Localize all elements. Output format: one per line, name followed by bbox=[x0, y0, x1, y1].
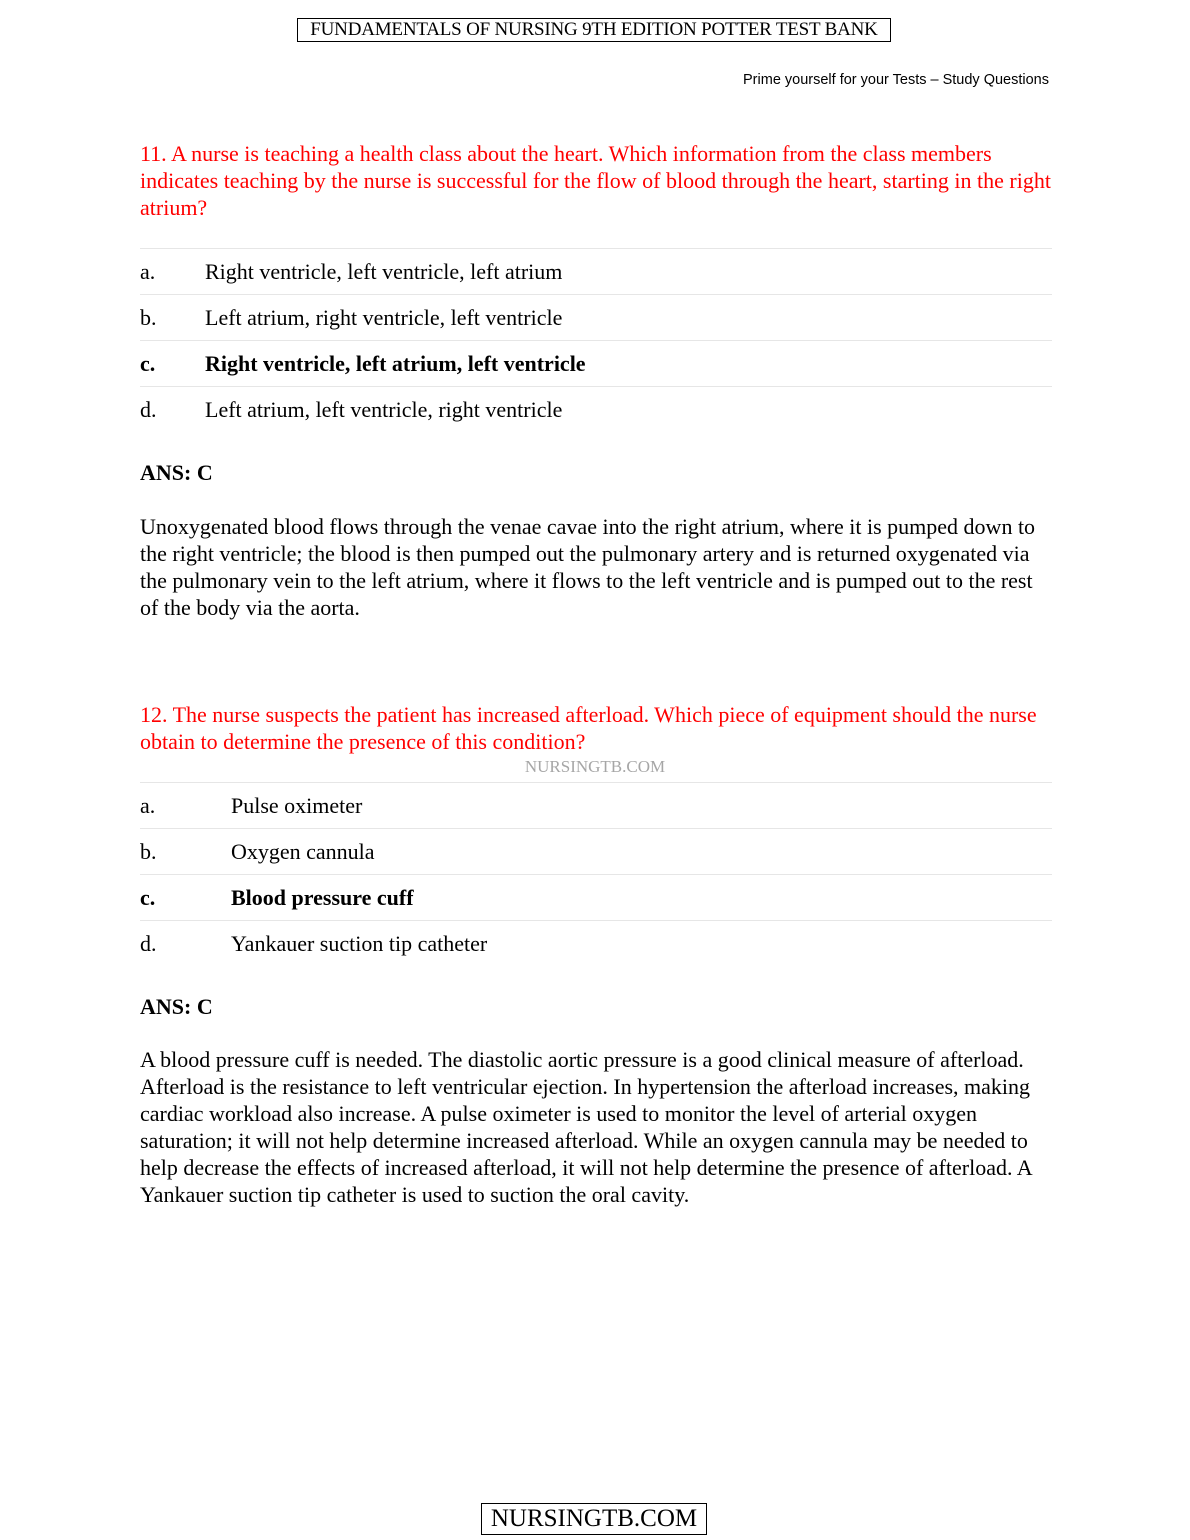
option-letter: c. bbox=[140, 350, 156, 376]
option-letter: d. bbox=[140, 396, 157, 422]
watermark: NURSINGTB.COM bbox=[524, 757, 666, 776]
option-text: Right ventricle, left atrium, left ventricle bbox=[205, 350, 586, 376]
answer-label: ANS: C bbox=[140, 994, 213, 1019]
option-text: Oxygen cannula bbox=[231, 838, 375, 864]
tagline: Prime yourself for your Tests – Study Questions bbox=[743, 72, 1049, 88]
option-letter: a. bbox=[140, 792, 156, 818]
option-row-correct bbox=[140, 874, 1052, 920]
option-letter: a. bbox=[140, 258, 156, 284]
option-letter: d. bbox=[140, 930, 157, 956]
option-row bbox=[140, 386, 1052, 432]
option-letter: b. bbox=[140, 304, 157, 330]
options-list bbox=[140, 248, 1052, 432]
option-row bbox=[140, 294, 1052, 340]
question-stem: 12. The nurse suspects the patient has increased afterload. Which piece of equipment should the nurse obtain to determine the presence of this condition? bbox=[140, 702, 1037, 754]
option-letter: c. bbox=[140, 884, 156, 910]
option-text: Left atrium, left ventricle, right ventricle bbox=[205, 396, 563, 422]
option-text: Right ventricle, left ventricle, left atrium bbox=[205, 258, 563, 284]
rationale-text: Unoxygenated blood flows through the venae cavae into the right atrium, where it is pumped down to the right ventricle; the blood is then pumped out the pulmonary artery and is returned oxygenated via the pulmonary vein to the left atrium, where it flows to the left ventricle and is pumped out to the rest of the body via the aorta. bbox=[140, 514, 1036, 620]
document-title-box: FUNDAMENTALS OF NURSING 9TH EDITION POTTER TEST BANK bbox=[297, 18, 891, 42]
option-row bbox=[140, 828, 1052, 874]
option-text: Pulse oximeter bbox=[231, 792, 363, 818]
option-text: Yankauer suction tip catheter bbox=[231, 930, 488, 956]
option-row-correct bbox=[140, 340, 1052, 386]
options-list bbox=[140, 782, 1052, 966]
option-text: Left atrium, right ventricle, left ventricle bbox=[205, 304, 563, 330]
option-row bbox=[140, 920, 1052, 966]
footer-site-link[interactable]: NURSINGTB.COM bbox=[481, 1503, 707, 1535]
answer-label: ANS: C bbox=[140, 460, 213, 485]
rationale-text: A blood pressure cuff is needed. The diastolic aortic pressure is a good clinical measure of afterload. Afterload is the resistance to left ventricular ejection. In hypertension the afterload increases, making cardiac workload also increase. A pulse oximeter is used to monitor the level of arterial oxygen saturation; it will not help determine increased afterload. While an oxygen cannula may be needed to help decrease the effects of increased afterload, it will not help determine the presence of afterload. A Yankauer suction tip catheter is used to suction the oral cavity. bbox=[140, 1047, 1032, 1207]
option-row bbox=[140, 782, 1052, 828]
option-row bbox=[140, 248, 1052, 294]
question-stem: 11. A nurse is teaching a health class about the heart. Which information from the class members indicates teaching by the nurse is successful for the flow of blood through the heart, starting in the right atrium? bbox=[140, 141, 1051, 220]
option-letter: b. bbox=[140, 838, 157, 864]
option-text: Blood pressure cuff bbox=[231, 884, 414, 910]
